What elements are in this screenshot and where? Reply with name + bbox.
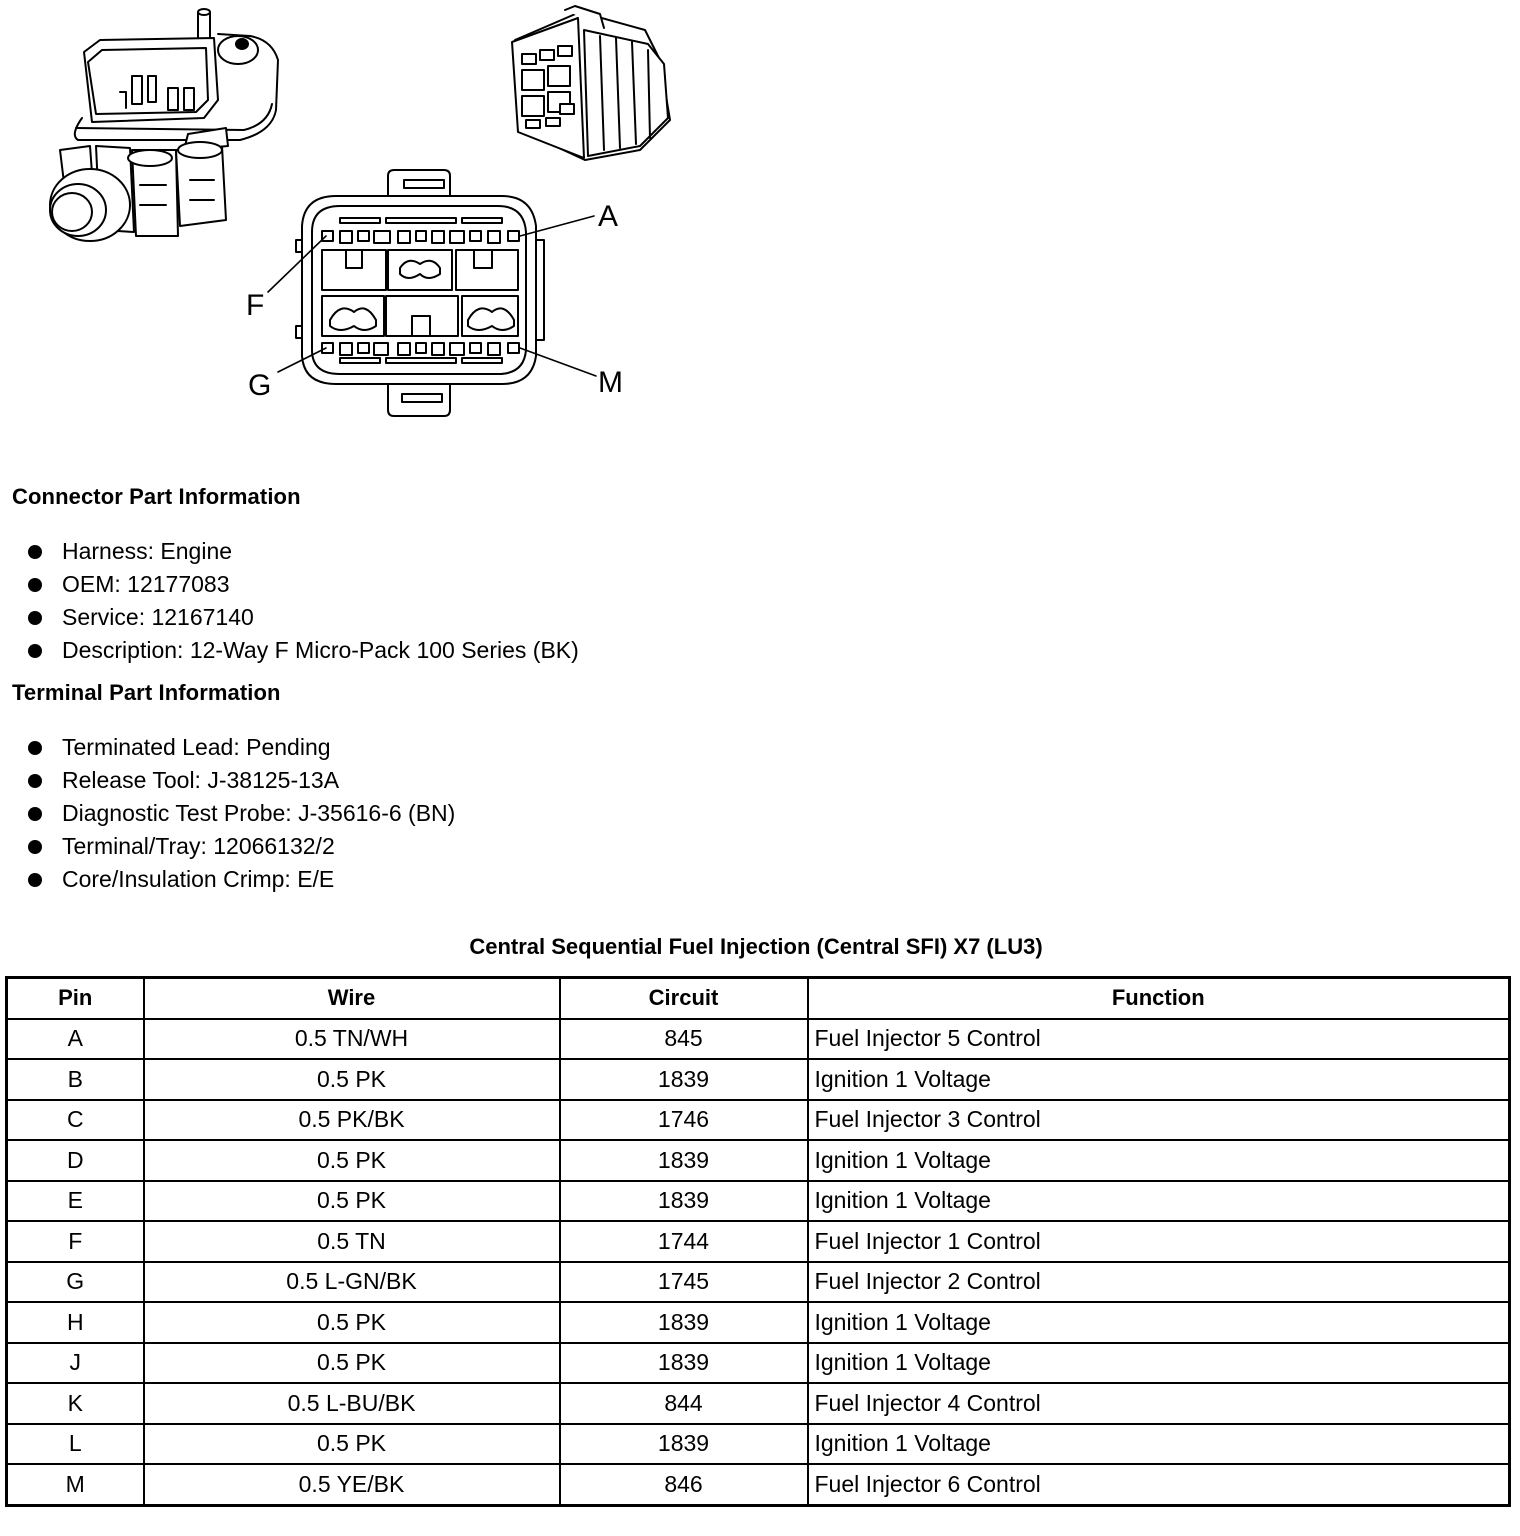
wire-cell: 0.5 L-BU/BK	[144, 1383, 560, 1424]
pin-cell: B	[7, 1059, 144, 1100]
table-row	[7, 1464, 1510, 1505]
circuit-cell: 844	[560, 1383, 808, 1424]
wire-cell: 0.5 TN	[144, 1221, 560, 1262]
wire-cell: 0.5 YE/BK	[144, 1464, 560, 1505]
wire-cell: 0.5 PK/BK	[144, 1100, 560, 1141]
circuit-cell: 1839	[560, 1343, 808, 1384]
connector-info-item: OEM: 12177083	[28, 568, 579, 601]
wire-cell: 0.5 PK	[144, 1140, 560, 1181]
terminal-info-item: Terminated Lead: Pending	[28, 731, 455, 764]
connector-info-item: Service: 12167140	[28, 601, 579, 634]
connector-info-item: Harness: Engine	[28, 535, 579, 568]
column-header-circuit: Circuit	[560, 978, 808, 1019]
pin-cell: F	[7, 1221, 144, 1262]
pin-cell: G	[7, 1262, 144, 1303]
function-cell: Fuel Injector 3 Control	[808, 1100, 1510, 1141]
wire-cell: 0.5 TN/WH	[144, 1019, 560, 1060]
circuit-cell: 1839	[560, 1059, 808, 1100]
function-cell: Fuel Injector 2 Control	[808, 1262, 1510, 1303]
column-header-pin: Pin	[7, 978, 144, 1019]
table-row	[7, 1019, 1510, 1060]
function-cell: Ignition 1 Voltage	[808, 1343, 1510, 1384]
circuit-cell: 1839	[560, 1424, 808, 1465]
circuit-cell: 1839	[560, 1302, 808, 1343]
column-header-wire: Wire	[144, 978, 560, 1019]
circuit-cell: 1839	[560, 1140, 808, 1181]
terminal-info-item: Terminal/Tray: 12066132/2	[28, 830, 455, 863]
function-cell: Ignition 1 Voltage	[808, 1181, 1510, 1222]
circuit-cell: 845	[560, 1019, 808, 1060]
table-row	[7, 1059, 1510, 1100]
connector-face-view	[296, 170, 544, 416]
wire-cell: 0.5 PK	[144, 1181, 560, 1222]
connector-info-item: Description: 12-Way F Micro-Pack 100 Series (BK)	[28, 634, 579, 667]
pin-label-a: A	[598, 200, 619, 233]
pin-cell: J	[7, 1343, 144, 1384]
wire-cell: 0.5 PK	[144, 1059, 560, 1100]
circuit-cell: 846	[560, 1464, 808, 1505]
function-cell: Fuel Injector 6 Control	[808, 1464, 1510, 1505]
function-cell: Fuel Injector 5 Control	[808, 1019, 1510, 1060]
pin-label-g: G	[248, 369, 272, 402]
function-cell: Ignition 1 Voltage	[808, 1140, 1510, 1181]
table-row	[7, 1424, 1510, 1465]
circuit-cell: 1745	[560, 1262, 808, 1303]
table-title: Central Sequential Fuel Injection (Central SFI) X7 (LU3)	[469, 934, 1043, 959]
pin-cell: E	[7, 1181, 144, 1222]
wire-cell: 0.5 PK	[144, 1302, 560, 1343]
pin-cell: A	[7, 1019, 144, 1060]
terminal-info-item: Release Tool: J-38125-13A	[28, 764, 455, 797]
column-header-function: Function	[808, 978, 1510, 1019]
table-row	[7, 1262, 1510, 1303]
table-row	[7, 1221, 1510, 1262]
circuit-cell: 1839	[560, 1181, 808, 1222]
pin-cell: M	[7, 1464, 144, 1505]
pin-cell: K	[7, 1383, 144, 1424]
terminal-info-heading: Terminal Part Information	[12, 680, 281, 705]
table-row	[7, 1343, 1510, 1384]
function-cell: Fuel Injector 1 Control	[808, 1221, 1510, 1262]
table-header-row	[7, 978, 1510, 1019]
pin-cell: D	[7, 1140, 144, 1181]
table-row	[7, 1100, 1510, 1141]
table-row	[7, 1383, 1510, 1424]
connector-info-heading: Connector Part Information	[12, 484, 301, 509]
wire-cell: 0.5 PK	[144, 1343, 560, 1384]
table-row	[7, 1181, 1510, 1222]
pin-label-f: F	[246, 289, 265, 322]
function-cell: Ignition 1 Voltage	[808, 1059, 1510, 1100]
mating-connector-illustration	[512, 6, 670, 160]
connector-illustrations	[0, 0, 700, 440]
circuit-cell: 1744	[560, 1221, 808, 1262]
wire-cell: 0.5 PK	[144, 1424, 560, 1465]
terminal-info-list	[28, 731, 455, 896]
pin-label-m: M	[598, 366, 623, 399]
connector-info-list	[28, 535, 579, 667]
pinout-table	[5, 976, 1511, 1507]
terminal-info-item: Diagnostic Test Probe: J-35616-6 (BN)	[28, 797, 455, 830]
terminal-info-item: Core/Insulation Crimp: E/E	[28, 863, 455, 896]
circuit-cell: 1746	[560, 1100, 808, 1141]
table-row	[7, 1302, 1510, 1343]
wire-cell: 0.5 L-GN/BK	[144, 1262, 560, 1303]
table-row	[7, 1140, 1510, 1181]
pin-cell: C	[7, 1100, 144, 1141]
harness-connector-illustration	[50, 9, 278, 241]
function-cell: Ignition 1 Voltage	[808, 1302, 1510, 1343]
function-cell: Ignition 1 Voltage	[808, 1424, 1510, 1465]
pin-cell: L	[7, 1424, 144, 1465]
function-cell: Fuel Injector 4 Control	[808, 1383, 1510, 1424]
pin-cell: H	[7, 1302, 144, 1343]
